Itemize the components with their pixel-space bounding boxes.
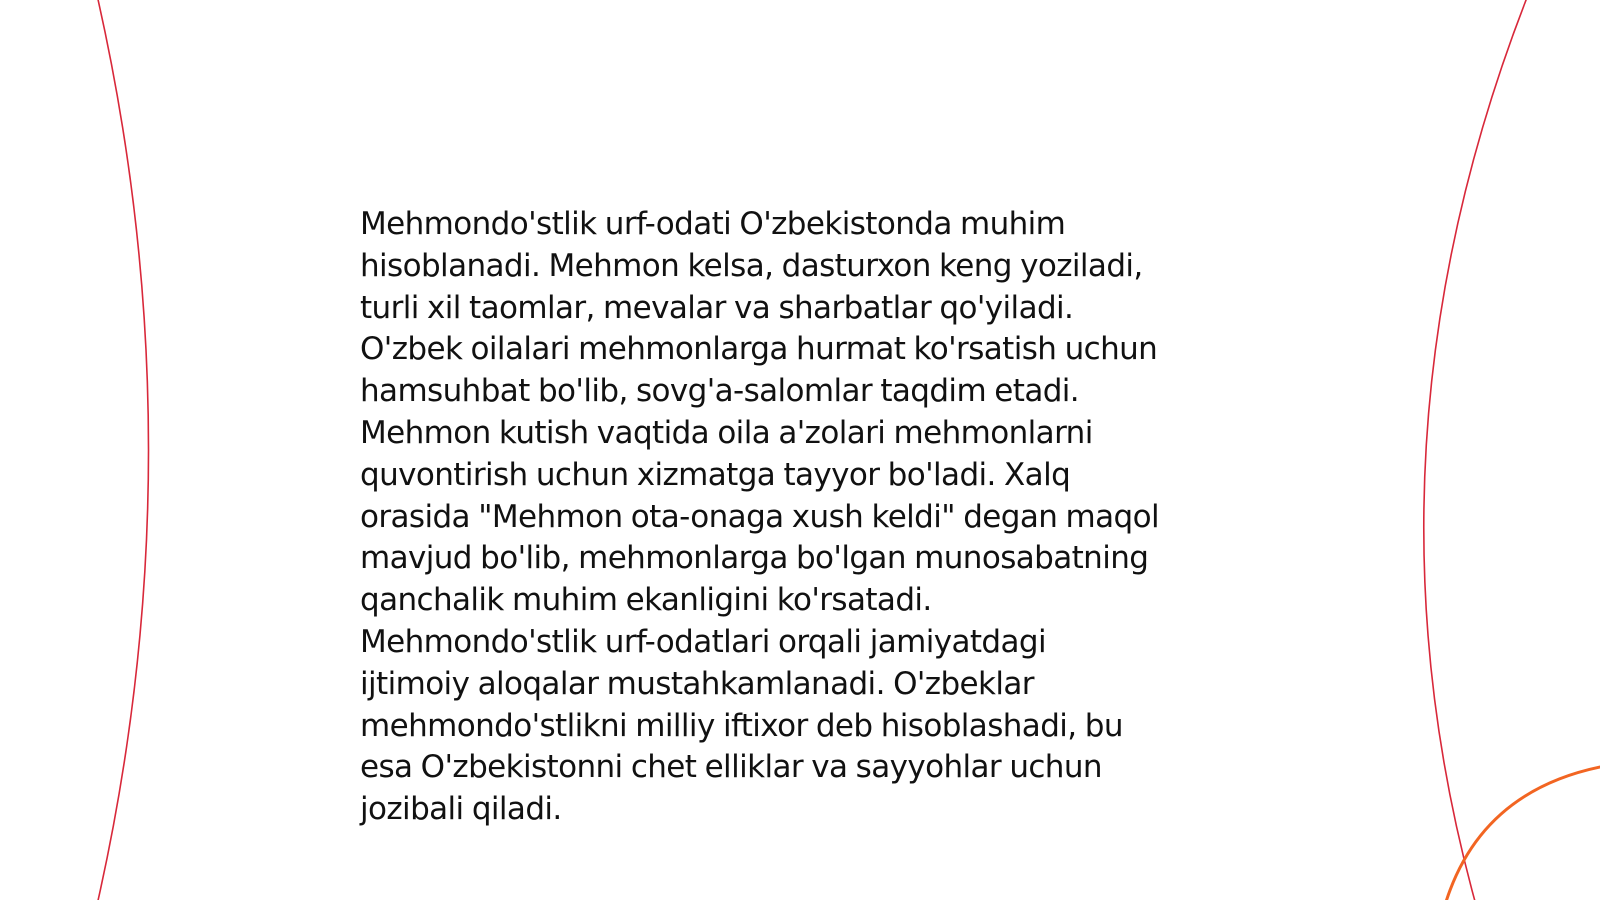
body-line: jozibali qiladi. (360, 791, 562, 828)
body-line: mehmondo'stlikni milliy iftixor deb hisoblashadi, bu (360, 707, 1123, 744)
body-line: hisoblanadi. Mehmon kelsa, dasturxon keng yoziladi, (360, 247, 1143, 284)
body-line: turli xil taomlar, mevalar va sharbatlar qo'yiladi. (360, 289, 1074, 326)
bottom-right-accent-arc (1445, 766, 1600, 900)
body-line: mavjud bo'lib, mehmonlarga bo'lgan munosabatning (360, 540, 1149, 577)
body-line: hamsuhbat bo'lib, sovg'a-salomlar taqdim etadi. (360, 373, 1080, 410)
body-line: quvontirish uchun xizmatga tayyor bo'ladi. Xalq (360, 456, 1071, 493)
body-line: Mehmondo'stlik urf-odati O'zbekistonda muhim (360, 206, 1066, 242)
body-line: Mehmon kutish vaqtida oila a'zolari mehmonlarni (360, 414, 1093, 451)
right-curve-line (1424, 0, 1528, 900)
body-text (360, 204, 1260, 831)
body-line: Mehmondo'stlik urf-odatlari orqali jamiyatdagi (360, 623, 1046, 660)
left-curve-line (97, 0, 149, 900)
body-line: qanchalik muhim ekanligini ko'rsatadi. (360, 582, 932, 619)
body-line: ijtimoiy aloqalar mustahkamlanadi. O'zbeklar (360, 665, 1034, 702)
body-line: O'zbek oilalari mehmonlarga hurmat ko'rsatish uchun (360, 331, 1158, 368)
body-line: esa O'zbekistonni chet elliklar va sayyohlar uchun (360, 749, 1102, 786)
body-line: orasida "Mehmon ota-onaga xush keldi" degan maqol (360, 498, 1159, 535)
